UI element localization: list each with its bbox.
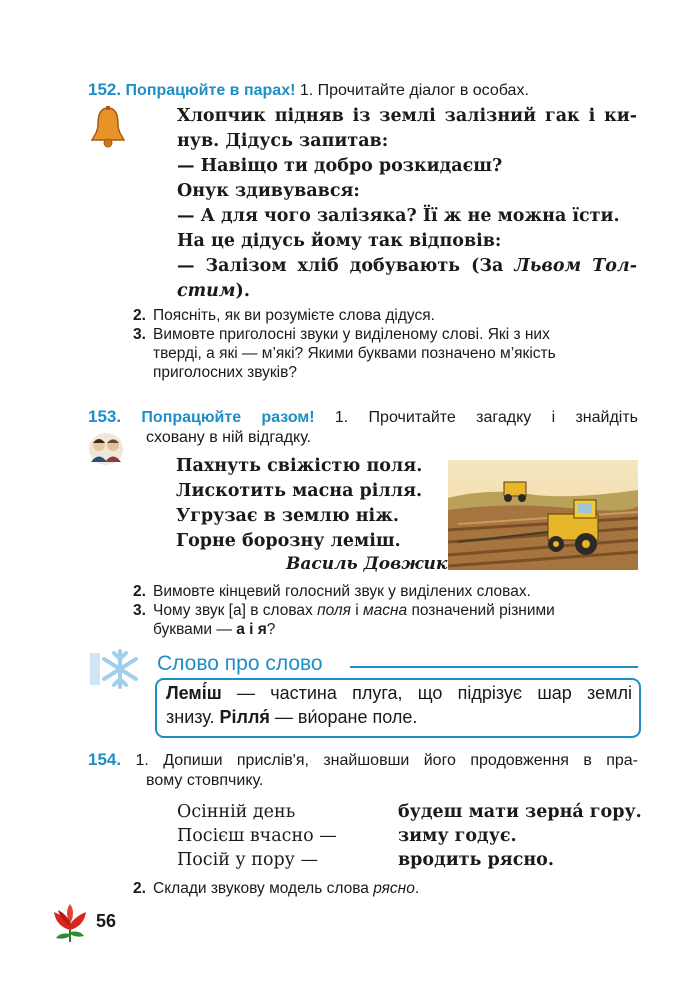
children-icon bbox=[88, 432, 124, 466]
author-ref: Львом Тол- bbox=[514, 256, 637, 276]
task-text: 1. Прочитайте діалог в особах. bbox=[295, 82, 529, 99]
highlighted-word: поля bbox=[366, 456, 417, 476]
riddle-text bbox=[176, 456, 422, 556]
exercise-152-header bbox=[88, 80, 529, 100]
highlighted-word: залізяка bbox=[316, 206, 407, 226]
exercise-number: 154. bbox=[88, 750, 122, 769]
flower-icon bbox=[50, 902, 90, 944]
exercise-number: 153. bbox=[88, 407, 122, 426]
question-2: 2. Поясніть, як ви розумієте слова дідуся. bbox=[133, 307, 435, 324]
dialog-text bbox=[177, 106, 637, 306]
exercise-152-questions: 2. Поясніть, як ви розумієте слова дідуся. 3. Вимовте приголосні звуки у виділеному слові. Які з них тверді, а які — м’які? Якими буквами позначено м’якість приголосних звуків? bbox=[133, 306, 643, 382]
proverb-start: Посієш вчасно — bbox=[177, 826, 337, 846]
question-2: 2. Вимовте кінцевий голосний звук у виділених словах. bbox=[133, 583, 531, 600]
riddle-author: Василь Довжик bbox=[286, 554, 448, 574]
dialog-line: Онук здивувався: bbox=[177, 181, 360, 201]
word-about-word-title: Слово про слово bbox=[157, 652, 329, 676]
task-title: Попрацюйте в парах! bbox=[125, 82, 296, 99]
tractor-illustration bbox=[448, 460, 638, 570]
dialog-line: Хлопчик підняв із землі залізний гак і ки- bbox=[177, 106, 637, 126]
dialog-line: стим). bbox=[177, 281, 250, 301]
riddle-line: Лискотить масна рілля. bbox=[176, 481, 423, 501]
dialog-line: На це дідусь йому так відповів: bbox=[177, 231, 502, 251]
bell-icon bbox=[88, 104, 128, 148]
exercise-number: 152. bbox=[88, 80, 122, 99]
term: Рілля́ bbox=[219, 707, 270, 727]
proverb-start: Осінній день bbox=[177, 802, 296, 822]
snowflake-icon bbox=[90, 647, 150, 691]
exercise-153-header: 153. Попрацюйте разом! 1. Прочитайте загадку і знайдіть сховану в ній відгадку. bbox=[88, 407, 639, 446]
dialog-line: нув. Дідусь запитав: bbox=[177, 131, 389, 151]
proverb-start: Посій у пору — bbox=[177, 850, 319, 870]
question-3: 3. Чому звук [а] в словах поля і масна позначений різними bbox=[133, 602, 555, 619]
definition-line-2: знизу. Рілля́ — ви́оране поле. bbox=[166, 707, 418, 727]
question-3: 3. Вимовте приголосні звуки у виділеному слові. Які з них bbox=[133, 326, 550, 343]
exercise-154-header: 154. 1. Допиши прислів'я, знайшовши його продовження в пра- вому стовпчику. bbox=[88, 750, 638, 789]
proverb-ending: вродить рясно. bbox=[398, 850, 554, 870]
dialog-line: — Навіщо ти добро розкидаєш? bbox=[177, 156, 503, 176]
dialog-line: — Залізом хліб добувають (За Львом Тол- bbox=[177, 256, 637, 276]
riddle-line: Горне борозну леміш. bbox=[176, 531, 401, 551]
dialog-line: — А для чого залізяка? Її ж не можна їсти. bbox=[177, 206, 620, 226]
exercise-153-questions: 2. Вимовте кінцевий голосний звук у виділених словах. 3. Чому звук [а] в словах поля і масна позначений різними буквами — а і я? bbox=[133, 582, 643, 639]
proverb-ending: зиму годує. bbox=[398, 826, 517, 846]
task-title: Попрацюйте разом! bbox=[141, 409, 315, 426]
term: Лемі́ш bbox=[166, 683, 222, 703]
highlighted-word: масна bbox=[292, 481, 354, 501]
riddle-line: Угрузає в землю ніж. bbox=[176, 506, 399, 526]
page-number: 56 bbox=[96, 911, 117, 931]
exercise-154-question-2: 2. Склади звукову модель слова рясно. bbox=[133, 880, 420, 897]
definition-line-1: Лемі́ш — частина плуга, що підрізує шар землі bbox=[166, 683, 632, 703]
riddle-line: Пахнуть свіжістю поля. bbox=[176, 456, 423, 476]
proverb-ending: будеш мати зерна́ гору. bbox=[398, 802, 642, 822]
title-rule bbox=[350, 666, 638, 668]
